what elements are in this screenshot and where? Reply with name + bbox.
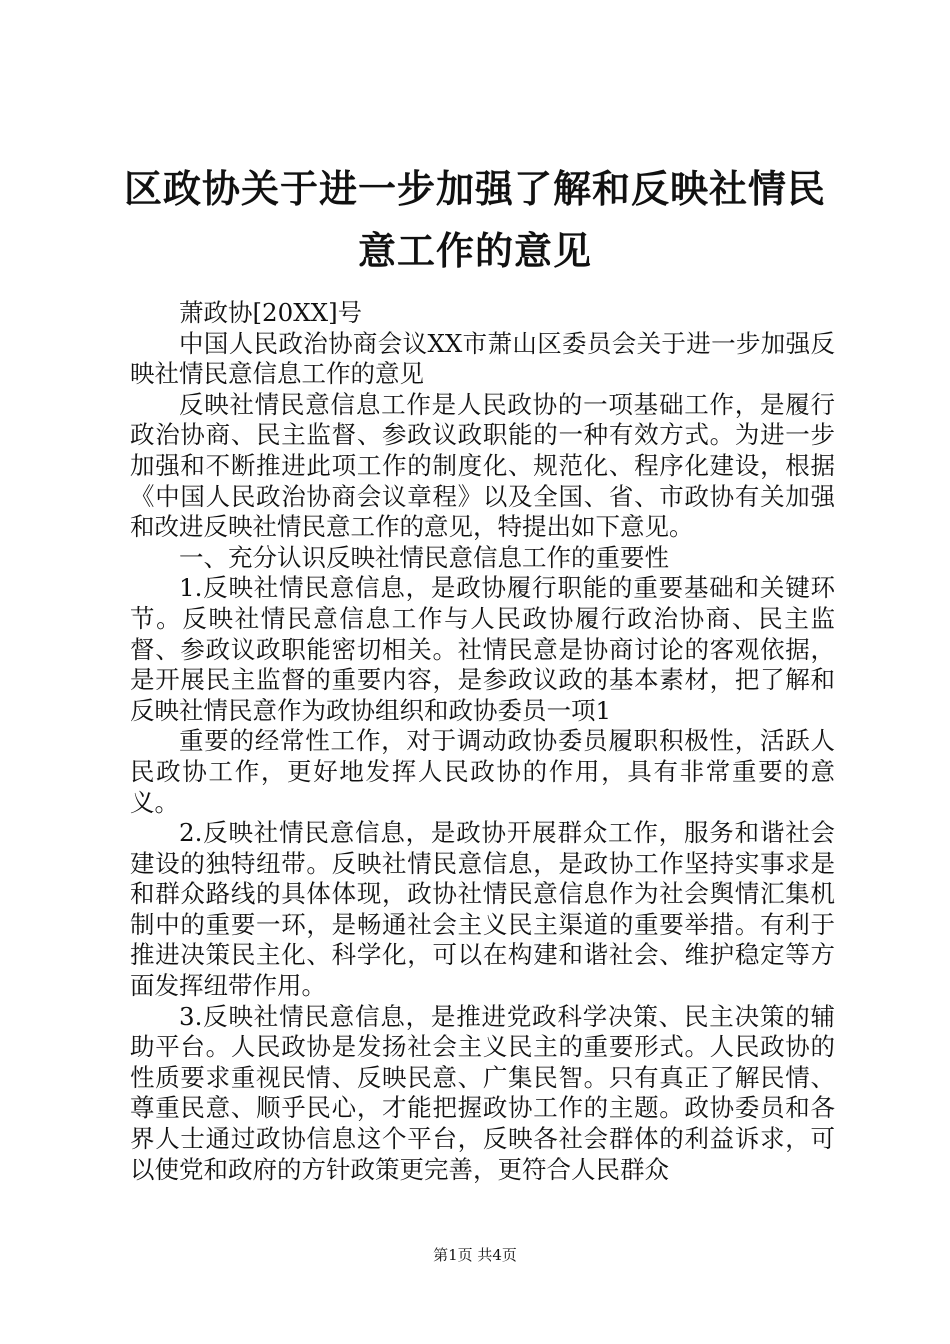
- document-subject: 中国人民政治协商会议XX市萧山区委员会关于进一步加强反映社情民意信息工作的意见: [130, 328, 835, 389]
- body-paragraph: 1.反映社情民意信息，是政协履行职能的重要基础和关键环节。反映社情民意信息工作与人民政协履行政治协商、民主监督、参政议政职能密切相关。社情民意是协商讨论的客观依据，是开展民主监督的重要内容，是参政议政的基本素材，把了解和反映社情民意作为政协组织和政协委员一项1: [130, 573, 835, 725]
- document-title: 区政协关于进一步加强了解和反映社情民意工作的意见: [123, 166, 826, 273]
- intro-paragraph: 反映社情民意信息工作是人民政协的一项基础工作，是履行政治协商、民主监督、参政议政职能的一种有效方式。为进一步加强和不断推进此项工作的制度化、规范化、程序化建设，根据《中国人民政治协商会议章程》以及全国、省、市政协有关加强和改进反映社情民意工作的意见，特提出如下意见。: [130, 389, 835, 542]
- body-paragraph: 2.反映社情民意信息，是政协开展群众工作，服务和谐社会建设的独特纽带。反映社情民意信息，是政协工作坚持实事求是和群众路线的具体体现，政协社情民意信息作为社会舆情汇集机制中的重要一环，是畅通社会主义民主渠道的重要举措。有利于推进决策民主化、科学化，可以在构建和谐社会、维护稳定等方面发挥纽带作用。: [130, 818, 835, 1001]
- page-footer: 第1页 共4页: [433, 1246, 517, 1264]
- body-paragraph: 重要的经常性工作，对于调动政协委员履职积极性，活跃人民政协工作，更好地发挥人民政协的作用，具有非常重要的意义。: [130, 726, 835, 817]
- document-number: 萧政协[20XX]号: [179, 298, 363, 327]
- section-heading: 一、充分认识反映社情民意信息工作的重要性: [179, 542, 669, 572]
- document-body: [130, 298, 835, 1185]
- body-paragraph: 3.反映社情民意信息，是推进党政科学决策、民主决策的辅助平台。人民政协是发扬社会主义民主的重要形式。人民政协的性质要求重视民情、反映民意、广集民智。只有真正了解民情、尊重民意、顺乎民心，才能把握政协工作的主题。政协委员和各界人士通过政协信息这个平台，反映各社会群体的利益诉求，可以使党和政府的方针政策更完善，更符合人民群众: [130, 1001, 835, 1184]
